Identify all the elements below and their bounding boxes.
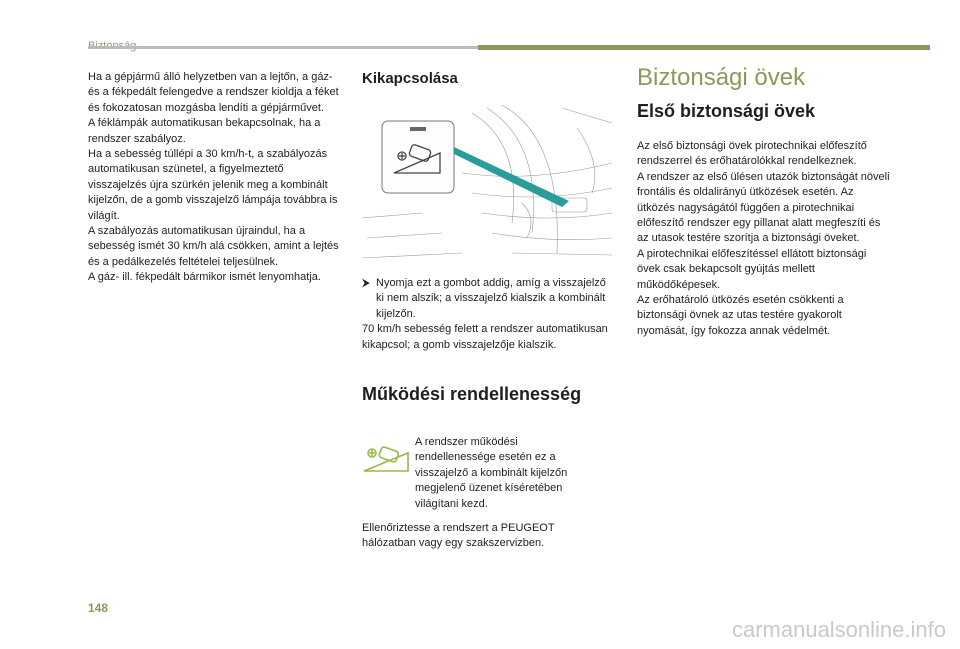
instruction-item: [362, 276, 612, 322]
heading-malfunction: Működési rendellenesség: [362, 384, 582, 404]
check-text: Ellenőriztesse a rendszert a PEUGEOT hálózatban vagy egy szakszervizben.: [362, 522, 555, 550]
page-title: Biztonsági övek: [637, 64, 806, 91]
page-number: 148: [88, 601, 109, 615]
watermark: carmanualsonline.info: [731, 617, 946, 642]
header-rule-green: [478, 45, 930, 50]
column-left: [88, 70, 343, 286]
seatbelt-paragraph: Az első biztonsági övek pirotechnikai előfeszítő rendszerrel és erőhatárolókkal rendelkeznek. A rendszer az első ülésen utazók biztonságát növeli frontális és oldalirányú ütközések esetén. Az ütközés nagyságától függően a pirotechnikai előfeszítő rendszer egy pillanat alatt megfeszíti és az utasok testére szorítja a biztonsági öveket. A pirotechnikai előfeszítéssel ellátott biztonsági övek csak bekapcsolt gyújtás mellett működőképesek. Az erőhatároló ütközés esetén csökkenti a biztonsági övnek az utas testére gyakorolt nyomását, így fokozza annak védelmét.: [637, 140, 890, 337]
instruction-text: Nyomja ezt a gombot addig, amíg a visszajelző ki nem alszik; a visszajelző kialszik a kombinált kijelzőn.: [376, 277, 606, 320]
auto-off-note: 70 km/h sebesség felett a rendszer automatikusan kikapcsol; a gomb visszajelzője kialszik.: [362, 323, 608, 351]
hill-descent-warning-icon: [362, 443, 412, 475]
header-rule-grey: [88, 46, 478, 49]
bullet-arrow-icon: ⮞: [362, 277, 370, 289]
hill-start-paragraph: Ha a gépjármű álló helyzetben van a lejtőn, a gáz- és a fékpedált felengedve a rendszer kioldja a féket és fokozatosan mozgásba lendíti a gépjárművet. A féklámpák automatikusan bekapcsolnak, ha a rendszer szabályoz. Ha a sebesség túllépi a 30 km/h-t, a szabályozás automatikusan szünetel, a figyelmeztető visszajelzés újra szürkén jelenik meg a kombinált kijelzőn, de a gomb visszajelző lámpája továbbra is világít. A szabályozás automatikusan újraindul, ha a sebesség ismét 30 km/h alá csökken, amint a lejtés és a pedálkezelés feltételei teljesülnek. A gáz- ill. fékpedált bármikor ismét lenyomhatja.: [88, 71, 339, 284]
column-middle: [362, 276, 612, 353]
column-right: [637, 139, 892, 339]
dashboard-button-illustration: [362, 103, 614, 263]
heading-switch-off: Kikapcsolása: [362, 70, 458, 87]
malfunction-description: [415, 435, 600, 512]
malfunction-text: A rendszer működési rendellenessége esetén ez a visszajelző a kombinált kijelzőn megjelenő üzenet kíséretében világítani kezd.: [415, 436, 568, 510]
section-subtitle: Első biztonsági övek: [637, 101, 816, 121]
check-advice: [362, 521, 602, 552]
